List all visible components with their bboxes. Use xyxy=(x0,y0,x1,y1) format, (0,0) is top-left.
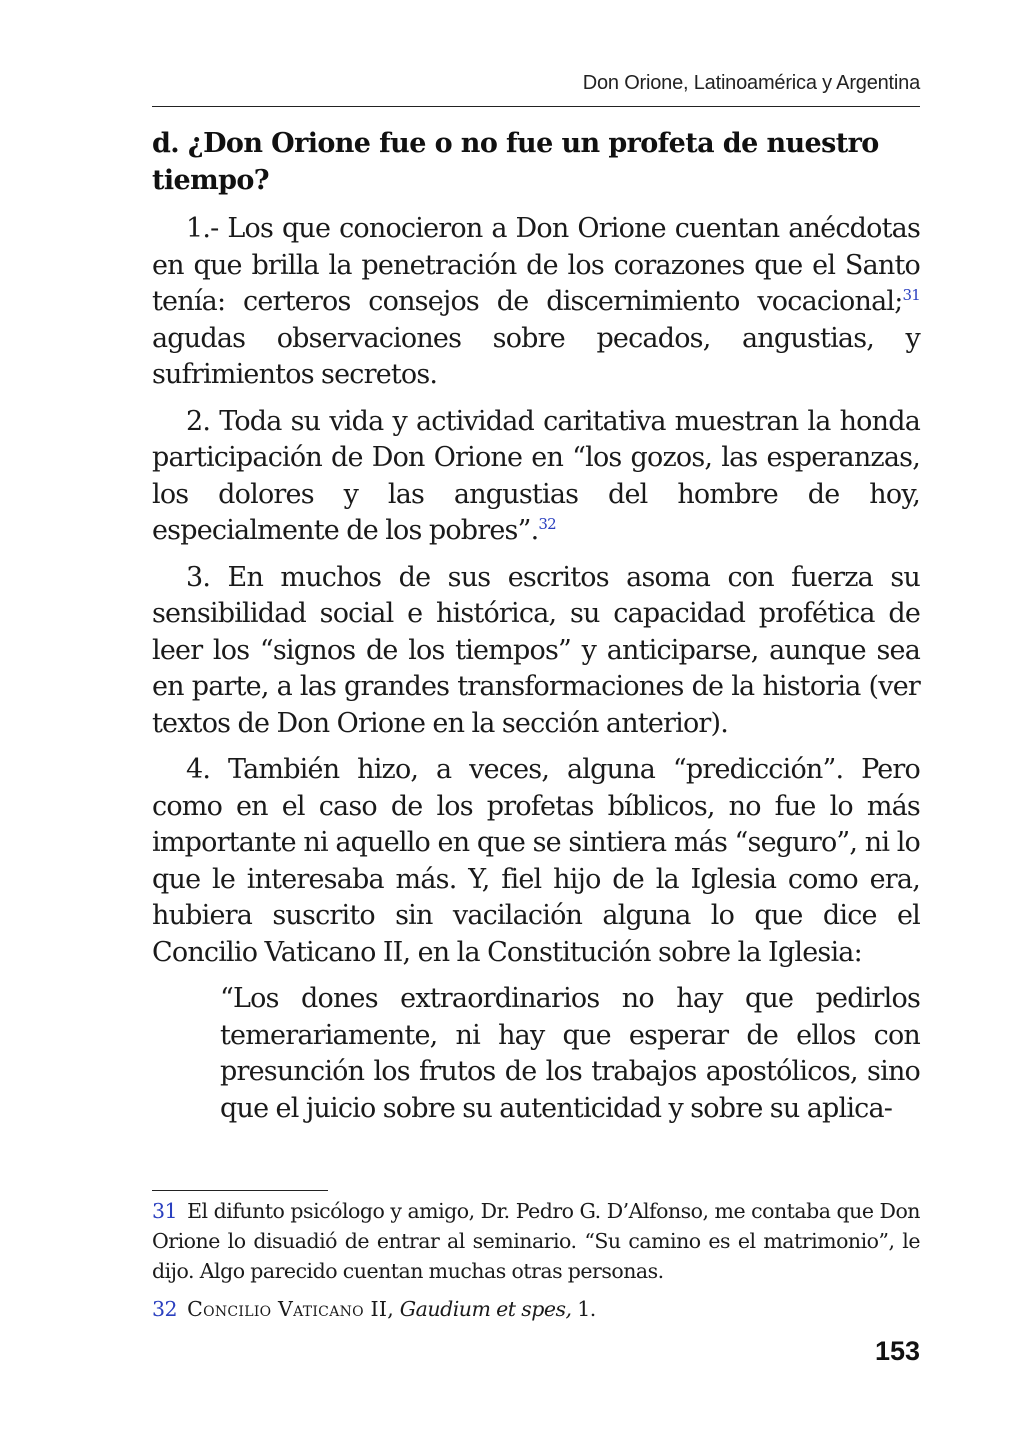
block-quote: “Los dones extraordinarios no hay que pedirlos temerariamente, ni hay que esperar de ellos con presunción los frutos de los trabajos apostólicos, sino que el juicio sobre su autenticidad y sobre su aplica- xyxy=(220,983,920,1124)
running-header: Don Orione, Latinoamérica y Argentina xyxy=(582,72,920,94)
footnote-number[interactable]: 32 xyxy=(152,1297,178,1321)
page-number: 153 xyxy=(874,1336,920,1366)
paragraph-4 xyxy=(152,752,920,971)
footnote-number[interactable]: 31 xyxy=(152,1199,178,1223)
footnotes xyxy=(152,1196,920,1332)
footnote-ref-31[interactable]: 31 xyxy=(902,286,920,304)
footnote-work-title: Gaudium et spes, xyxy=(399,1297,572,1321)
paragraph-3 xyxy=(152,560,920,743)
main-content xyxy=(152,125,920,1127)
footnote-32 xyxy=(152,1294,920,1324)
paragraph-2-text: 2. Toda su vida y actividad caritativa muestran la honda participación de Don Orione en “los gozos, las esperanzas, los dolores y las angustias del hombre de hoy, especialmente de los pobres”. xyxy=(152,405,920,546)
footnote-text: El difunto psicólogo y amigo, Dr. Pedro G. D’Alfonso, me contaba que Don Orione lo disuadió de entrar al seminario. “Su camino es el matrimonio”, le dijo. Algo parecido cuentan muchas otras personas. xyxy=(152,1199,920,1283)
paragraph-1 xyxy=(152,211,920,394)
footnote-text: 1. xyxy=(571,1297,596,1321)
footnote-author: Concilio Vaticano II, xyxy=(187,1297,395,1321)
paragraph-1-text-cont: agudas observaciones sobre pecados, angustias, y sufrimientos secretos. xyxy=(152,322,920,390)
section-heading: d. ¿Don Orione fue o no fue un profeta de nuestro tiempo? xyxy=(152,128,879,196)
paragraph-2 xyxy=(152,404,920,550)
paragraph-4-text: 4. También hizo, a veces, alguna “predicción”. Pero como en el caso de los profetas bíblicos, no fue lo más importante ni aquello en que se sintiera más “seguro”, ni lo que le interesaba más. Y, fiel hijo de la Iglesia como era, hubiera suscrito sin vacilación alguna lo que dice el Concilio Vaticano II, en la Constitución sobre la Iglesia: xyxy=(152,754,920,968)
footnote-31 xyxy=(152,1196,920,1286)
paragraph-3-text: 3. En muchos de sus escritos asoma con fuerza su sensibilidad social e histórica, su capacidad profética de leer los “signos de los tiempos” y anticiparse, aunque sea en parte, a las grandes transformaciones de la historia (ver textos de Don Orione en la sección anterior). xyxy=(152,561,920,739)
header-rule xyxy=(152,106,920,107)
paragraph-1-text: 1.- Los que conocieron a Don Orione cuentan anécdotas en que brilla la penetración de los corazones que el Santo tenía: certeros consejos de discernimiento vocacional; xyxy=(152,213,920,317)
footnote-ref-32[interactable]: 32 xyxy=(538,515,556,533)
footnote-rule xyxy=(152,1190,328,1191)
